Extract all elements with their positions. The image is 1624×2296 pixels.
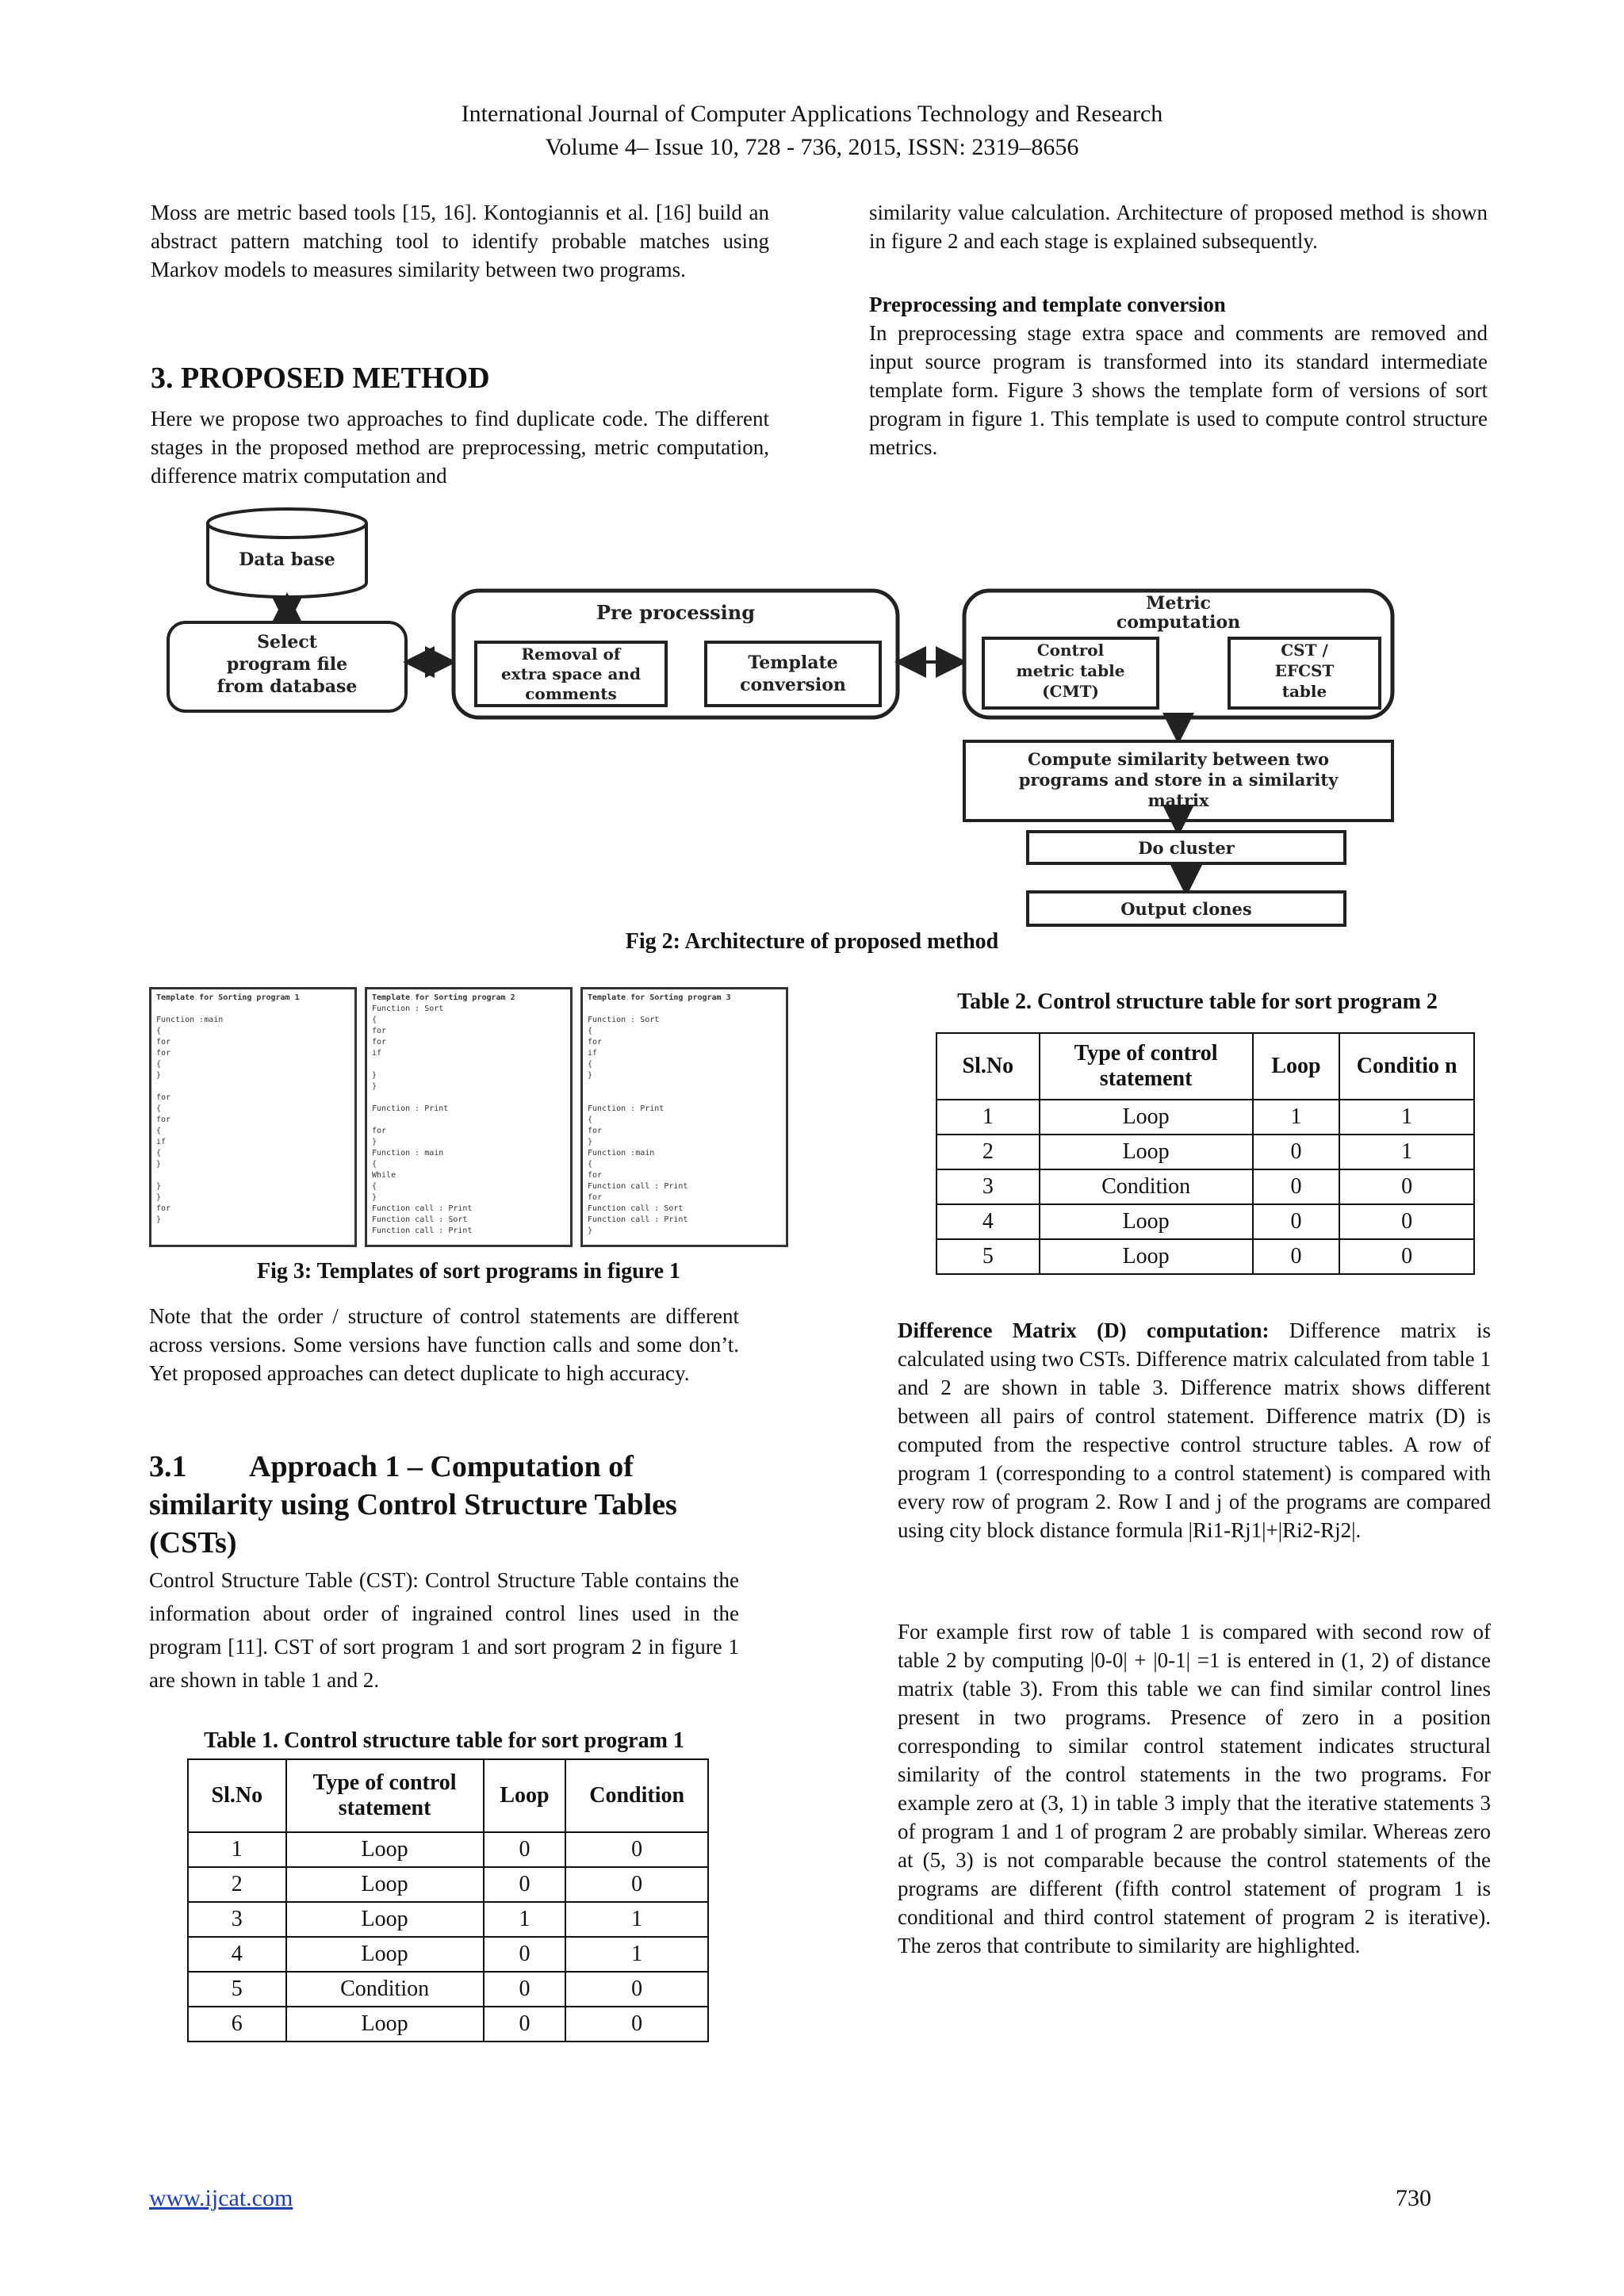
template-line: } xyxy=(372,1193,377,1202)
table-cell: 5 xyxy=(936,1239,1040,1274)
journal-volume: Volume 4– Issue 10, 728 - 736, 2015, ISSN: 2319–8656 xyxy=(545,134,1079,160)
template-line xyxy=(156,1004,350,1015)
template-line: Function :main xyxy=(156,1016,224,1024)
svg-text:metric table: metric table xyxy=(1016,661,1125,680)
svg-text:from database: from database xyxy=(216,676,358,697)
svg-text:Select: Select xyxy=(257,632,317,652)
difference-matrix-text: Difference matrix is calculated using two CSTs. Difference matrix calculated from table 1 and 2 are shown in table 3. Difference matrix shows different between all pairs of control statement. Difference matrix (D) is computed from the respective control structure tables. A row of program 1 (corresponding to a control statement) is compared with every row of program 2. Row I and j of the programs are compared using city block distance formula |Ri1-Rj1|+|Ri2-Rj2|. xyxy=(898,1318,1491,1542)
section-3-1-title-3: (CSTs) xyxy=(149,1526,237,1559)
table-cell: 0 xyxy=(484,2007,566,2042)
example-paragraph: For example first row of table 1 is compared with second row of table 2 by computing |0-0| + |0-1| =1 is entered in (1, 2) of distance matrix (table 3). From this table we can find similar control lines present in two programs. Presence of zero in a position corresponding to similar control statement indicates structural similarity of the control statements in the two programs. For example zero at (3, 1) in table 3 imply that the iterative statements 3 of program 1 and 1 of program 2 are probably similar. Whereas zero at (5, 3) is not comparable because the control statements of the programs are different (fifth control statement of program 1 is conditional and third control statement of program 2 is iterative). The zeros that contribute to similarity are highlighted. xyxy=(898,1620,1491,1957)
template-line: for xyxy=(156,1115,171,1124)
table-cell: 0 xyxy=(1339,1169,1474,1204)
table-cell: 1 xyxy=(1339,1100,1474,1135)
difference-matrix-paragraph xyxy=(898,1316,1491,1544)
table-cell: 1 xyxy=(565,1937,708,1972)
page-number: 730 xyxy=(1396,2185,1431,2211)
table-row xyxy=(936,1239,1474,1274)
table-cell: Loop xyxy=(1040,1204,1253,1239)
template-line: if xyxy=(156,1138,167,1146)
column-header: Sl.No xyxy=(188,1759,286,1832)
footer-url-link[interactable]: www.ijcat.com xyxy=(149,2185,293,2211)
template-line: } xyxy=(156,1160,162,1169)
template-title: Template for Sorting program 3 xyxy=(588,993,731,1002)
svg-text:Removal of: Removal of xyxy=(521,645,621,664)
table-2 xyxy=(936,1032,1475,1275)
svg-text:Template: Template xyxy=(748,652,838,673)
template-program-2 xyxy=(365,987,573,1247)
template-line: { xyxy=(156,1149,162,1158)
template-line: { xyxy=(156,1027,162,1035)
template-line: Function call : Sort xyxy=(372,1215,468,1224)
column-header: Condition xyxy=(565,1759,708,1832)
template-line: { xyxy=(372,1160,377,1169)
template-line: } xyxy=(156,1215,162,1224)
template-line: { xyxy=(156,1104,162,1113)
template-line: Function call : Print xyxy=(372,1204,473,1213)
table-header-row xyxy=(936,1033,1474,1100)
table-cell: 0 xyxy=(484,1832,566,1867)
fig2-caption: Fig 2: Architecture of proposed method xyxy=(625,929,999,954)
template-line: Function : Sort xyxy=(372,1004,444,1013)
table-cell: 0 xyxy=(565,1972,708,2007)
template-line xyxy=(588,1004,781,1015)
svg-text:Control: Control xyxy=(1036,641,1105,660)
template-program-1 xyxy=(149,987,357,1247)
preprocessing-subheading: Preprocessing and template conversion xyxy=(869,293,1226,316)
table-row xyxy=(936,1204,1474,1239)
table-cell: 6 xyxy=(188,2007,286,2042)
template-line: Function call : Sort xyxy=(588,1204,684,1213)
template-line: for xyxy=(372,1127,387,1135)
svg-text:programs and store in a simila: programs and store in a similarity xyxy=(1018,770,1339,790)
template-line: Function : Print xyxy=(588,1104,665,1113)
template-line: { xyxy=(372,1182,377,1191)
column-header: Loop xyxy=(484,1759,566,1832)
template-line: for xyxy=(588,1127,603,1135)
template-line: While xyxy=(372,1171,396,1180)
svg-text:conversion: conversion xyxy=(740,675,846,695)
section-3-1-number: 3.1 xyxy=(149,1450,187,1483)
template-line: for xyxy=(156,1204,171,1213)
svg-text:Metric: Metric xyxy=(1146,593,1211,614)
svg-text:Do cluster: Do cluster xyxy=(1138,838,1235,858)
difference-matrix-lead: Difference Matrix (D) computation: xyxy=(898,1318,1270,1342)
column-header: Sl.No xyxy=(936,1033,1040,1100)
svg-text:matrix: matrix xyxy=(1147,790,1209,810)
svg-text:Output clones: Output clones xyxy=(1120,899,1252,919)
template-line: { xyxy=(588,1060,593,1069)
table-cell: 1 xyxy=(1253,1100,1340,1135)
template-line: } xyxy=(588,1071,593,1080)
table-cell: 0 xyxy=(484,1972,566,2007)
template-line: } xyxy=(372,1138,377,1146)
template-line: Function call : Print xyxy=(372,1226,473,1235)
table2-caption: Table 2. Control structure table for sort program 2 xyxy=(957,989,1438,1014)
table-cell: 4 xyxy=(188,1937,286,1972)
svg-text:computation: computation xyxy=(1116,612,1241,633)
table-cell: 2 xyxy=(936,1135,1040,1169)
template-line: for xyxy=(372,1027,387,1035)
column-header: Type of control statement xyxy=(286,1759,484,1832)
table-row xyxy=(188,1972,708,2007)
table-row xyxy=(188,1902,708,1937)
table-cell: 0 xyxy=(565,1832,708,1867)
template-line: { xyxy=(156,1127,162,1135)
template-line: } xyxy=(156,1071,162,1080)
template-line: { xyxy=(156,1060,162,1069)
table-row xyxy=(188,2007,708,2042)
template-line: Function :main xyxy=(588,1149,655,1158)
table-row xyxy=(936,1135,1474,1169)
fig3-caption: Fig 3: Templates of sort programs in figure 1 xyxy=(256,1259,681,1284)
svg-text:program file: program file xyxy=(226,654,348,675)
section-3-1-title-2: similarity using Control Structure Tables xyxy=(149,1488,677,1521)
database-label: Data base xyxy=(239,549,335,570)
table-cell: Loop xyxy=(286,1832,484,1867)
table-cell: 0 xyxy=(1253,1169,1340,1204)
svg-text:extra space and: extra space and xyxy=(501,664,641,683)
table-1 xyxy=(187,1758,709,2042)
template-line xyxy=(156,1081,350,1093)
table-row xyxy=(936,1169,1474,1204)
note-paragraph: Note that the order / structure of control statements are different across versions. Some versions have function calls and some don’t. Yet proposed approaches can detect duplicate to high accuracy. xyxy=(149,1304,739,1385)
table-cell: 3 xyxy=(188,1902,286,1937)
preprocessing-paragraph: In preprocessing stage extra space and comments are removed and input source program is transformed into its standard intermediate template form. Figure 3 shows the template form of versions of sort program in figure 1. This template is used to compute control structure metrics. xyxy=(869,321,1488,459)
intro-paragraph: Moss are metric based tools [15, 16]. Kontogiannis et al. [16] build an abstract pattern matching tool to identify probable matches using Markov models to measures similarity between two programs. xyxy=(151,201,769,281)
journal-title: International Journal of Computer Applications Technology and Research xyxy=(461,101,1163,127)
svg-text:Pre processing: Pre processing xyxy=(596,601,756,624)
table-cell: Loop xyxy=(1040,1135,1253,1169)
template-line xyxy=(588,1093,781,1104)
template-line: Function : main xyxy=(372,1149,444,1158)
table-cell: 3 xyxy=(936,1169,1040,1204)
template-line: } xyxy=(156,1182,162,1191)
template-program-3 xyxy=(580,987,788,1247)
template-line: } xyxy=(372,1082,377,1091)
template-line: { xyxy=(588,1160,593,1169)
template-line: for xyxy=(372,1038,387,1047)
template-line: for xyxy=(588,1171,603,1180)
template-line: for xyxy=(588,1038,603,1047)
table-cell: 1 xyxy=(1339,1135,1474,1169)
svg-text:table: table xyxy=(1281,682,1327,701)
table-cell: 0 xyxy=(1253,1239,1340,1274)
svg-text:Compute similarity between two: Compute similarity between two xyxy=(1027,749,1330,769)
table-cell: 0 xyxy=(1253,1135,1340,1169)
template-line: } xyxy=(156,1193,162,1202)
table-cell: Loop xyxy=(286,1937,484,1972)
svg-text:CST /: CST / xyxy=(1281,641,1328,660)
svg-text:comments: comments xyxy=(525,684,617,703)
template-line: } xyxy=(372,1071,377,1080)
table-cell: 0 xyxy=(565,1867,708,1902)
table-row xyxy=(188,1867,708,1902)
template-line: for xyxy=(156,1049,171,1058)
section-3-paragraph: Here we propose two approaches to find duplicate code. The different stages in the proposed method are preprocessing, metric computation, difference matrix computation and xyxy=(151,407,769,488)
template-title: Template for Sorting program 2 xyxy=(372,993,515,1002)
table-cell: Loop xyxy=(1040,1100,1253,1135)
template-line xyxy=(588,1081,781,1093)
table-cell: Loop xyxy=(286,2007,484,2042)
template-line: if xyxy=(588,1049,598,1058)
table-cell: 1 xyxy=(188,1832,286,1867)
template-line xyxy=(372,1115,565,1126)
table-row xyxy=(936,1100,1474,1135)
template-title: Template for Sorting program 1 xyxy=(156,993,300,1002)
table-cell: Condition xyxy=(1040,1169,1253,1204)
table-row xyxy=(188,1937,708,1972)
template-line: Function call : Print xyxy=(588,1215,688,1224)
template-line: for xyxy=(156,1038,171,1047)
continuation-paragraph: similarity value calculation. Architecture of proposed method is shown in figure 2 and each stage is explained subsequently. xyxy=(869,201,1488,253)
table-row xyxy=(188,1832,708,1867)
template-line xyxy=(372,1059,565,1070)
template-line: { xyxy=(588,1027,593,1035)
template-line: { xyxy=(372,1016,377,1024)
table-cell: Loop xyxy=(1040,1239,1253,1274)
svg-text:EFCST: EFCST xyxy=(1274,661,1335,680)
table-cell: 5 xyxy=(188,1972,286,2007)
template-line: Function : Sort xyxy=(588,1016,660,1024)
template-line: if xyxy=(372,1049,382,1058)
table-header-row xyxy=(188,1759,708,1832)
table-cell: 0 xyxy=(1253,1204,1340,1239)
template-line xyxy=(372,1093,565,1104)
table-cell: 0 xyxy=(1339,1239,1474,1274)
template-line: } xyxy=(588,1138,593,1146)
table-cell: 0 xyxy=(1339,1204,1474,1239)
architecture-diagram xyxy=(159,503,1404,932)
table-cell: 2 xyxy=(188,1867,286,1902)
section-3-heading: 3. PROPOSED METHOD xyxy=(151,362,490,395)
database-node xyxy=(208,509,366,597)
column-header: Type of control statement xyxy=(1040,1033,1253,1100)
table-cell: 1 xyxy=(936,1100,1040,1135)
column-header: Loop xyxy=(1253,1033,1340,1100)
template-line: for xyxy=(588,1193,603,1202)
template-line xyxy=(156,1170,350,1181)
table1-caption: Table 1. Control structure table for sort program 1 xyxy=(204,1728,684,1753)
template-line: Function : Print xyxy=(372,1104,449,1113)
svg-text:(CMT): (CMT) xyxy=(1042,682,1099,701)
table-cell: 0 xyxy=(565,2007,708,2042)
cst-paragraph: Control Structure Table (CST): Control Structure Table contains the information about order of ingrained control lines used in the program [11]. CST of sort program 1 and sort program 2 in figure 1 are shown in table 1 and 2. xyxy=(149,1568,739,1692)
table-cell: 0 xyxy=(484,1937,566,1972)
template-line: for xyxy=(156,1093,171,1102)
table-cell: Loop xyxy=(286,1902,484,1937)
table-cell: 1 xyxy=(484,1902,566,1937)
template-line: } xyxy=(588,1226,593,1235)
table-cell: Loop xyxy=(286,1867,484,1902)
column-header: Conditio n xyxy=(1339,1033,1474,1100)
table-cell: 1 xyxy=(565,1902,708,1937)
template-conversion-node xyxy=(706,642,880,706)
table-cell: Condition xyxy=(286,1972,484,2007)
template-line: Function call : Print xyxy=(588,1182,688,1191)
table-cell: 0 xyxy=(484,1867,566,1902)
table-cell: 4 xyxy=(936,1204,1040,1239)
section-3-1-title-1: Approach 1 – Computation of xyxy=(249,1450,634,1483)
template-line: { xyxy=(588,1115,593,1124)
